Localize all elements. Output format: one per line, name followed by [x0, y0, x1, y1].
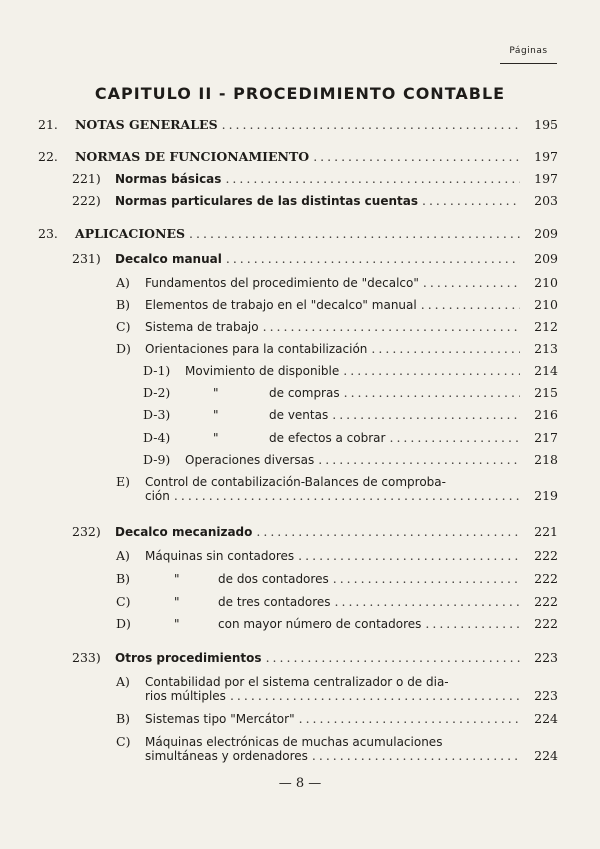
- ditto-mark: ": [213, 408, 219, 422]
- toc-title: de efectos a cobrar: [269, 431, 386, 445]
- page-number: — 8 —: [278, 776, 322, 791]
- toc-page: 218: [534, 452, 558, 467]
- toc-title: de dos contadores: [218, 572, 329, 586]
- dot-leader: [226, 251, 520, 266]
- toc-title: Decalco manual: [115, 252, 222, 266]
- toc-title: Elementos de trabajo en el "decalco" manual: [145, 298, 417, 312]
- toc-number: D-2): [143, 385, 171, 400]
- toc-title-continued: ción: [145, 489, 170, 503]
- dot-leader: [230, 688, 520, 703]
- toc-entry-21: [38, 117, 558, 132]
- toc-number: B): [116, 571, 131, 586]
- toc-entry-d3: [143, 407, 558, 422]
- toc-entry-d2: [143, 385, 558, 400]
- toc-title: Operaciones diversas: [185, 453, 315, 467]
- toc-number: A): [116, 674, 130, 689]
- toc-number: D-9): [143, 452, 171, 467]
- toc-entry-231-c: [116, 319, 558, 334]
- dot-leader: [256, 524, 520, 539]
- toc-number: 222): [72, 193, 101, 208]
- toc-title: Decalco mecanizado: [115, 525, 253, 539]
- dot-leader: [335, 594, 520, 609]
- toc-number: D): [116, 616, 131, 631]
- toc-entry-222: [72, 193, 558, 208]
- toc-page: 224: [534, 711, 558, 726]
- toc-entry-232-b: [116, 571, 558, 586]
- toc-entry-232-c: [116, 594, 558, 609]
- toc-entry-232-d: [116, 616, 558, 631]
- dot-leader: [298, 548, 520, 563]
- toc-entry-d1: [143, 363, 558, 378]
- toc-title: de tres contadores: [218, 595, 331, 609]
- toc-title: Normas particulares de las distintas cuentas: [115, 194, 418, 208]
- toc-number: 22.: [38, 149, 58, 164]
- chapter-title: CAPITULO II - PROCEDIMIENTO CONTABLE: [94, 84, 506, 103]
- toc-number: D-3): [143, 407, 171, 422]
- toc-title: Normas básicas: [115, 172, 222, 186]
- toc-entry-221: [72, 171, 558, 186]
- ditto-mark: ": [213, 431, 219, 445]
- toc-title: Sistemas tipo "Mercátor": [145, 712, 295, 726]
- dot-leader: [174, 488, 520, 503]
- toc-entry-22: [38, 149, 558, 164]
- toc-entry-233-b: [116, 711, 558, 726]
- toc-entry-231-e-cont: [145, 488, 558, 503]
- toc-page: 219: [534, 488, 558, 503]
- dot-leader: [189, 226, 520, 241]
- toc-number: 233): [72, 650, 101, 665]
- toc-number: 232): [72, 524, 101, 539]
- toc-page: 210: [534, 275, 558, 290]
- toc-page: 222: [534, 571, 558, 586]
- toc-title: NORMAS DE FUNCIONAMIENTO: [75, 149, 310, 164]
- toc-page: 222: [534, 616, 558, 631]
- toc-entry-231: [72, 251, 558, 266]
- toc-entry-232: [72, 524, 558, 539]
- toc-title: de ventas: [269, 408, 329, 422]
- toc-number: 23.: [38, 226, 58, 241]
- toc-page: 197: [534, 171, 558, 186]
- toc-entry-233-a: [116, 674, 506, 689]
- toc-number: C): [116, 734, 131, 749]
- toc-entry-231-e: [116, 474, 506, 489]
- dot-leader: [422, 193, 520, 208]
- toc-title: de compras: [269, 386, 340, 400]
- header-rule: [500, 63, 557, 64]
- toc-number: E): [116, 474, 131, 489]
- toc-page: 215: [534, 385, 558, 400]
- toc-page: 217: [534, 430, 558, 445]
- ditto-mark: ": [213, 386, 219, 400]
- toc-number: B): [116, 711, 131, 726]
- toc-page: 223: [534, 688, 558, 703]
- dot-leader: [421, 297, 520, 312]
- toc-number: D): [116, 341, 131, 356]
- toc-title: Control de contabilización-Balances de comproba-: [145, 475, 446, 489]
- toc-number: C): [116, 594, 131, 609]
- dot-leader: [343, 363, 520, 378]
- dot-leader: [344, 385, 520, 400]
- toc-page: 213: [534, 341, 558, 356]
- toc-page: 222: [534, 594, 558, 609]
- dot-leader: [425, 616, 520, 631]
- toc-number: D-1): [143, 363, 171, 378]
- header-paginas: Páginas: [509, 46, 548, 56]
- dot-leader: [318, 452, 520, 467]
- toc-entry-d4: [143, 430, 558, 445]
- toc-number: 21.: [38, 117, 58, 132]
- dot-leader: [371, 341, 520, 356]
- dot-leader: [313, 149, 520, 164]
- dot-leader: [312, 748, 520, 763]
- dot-leader: [332, 407, 520, 422]
- toc-title: Máquinas electrónicas de muchas acumulaciones: [145, 735, 443, 749]
- toc-title-continued: rios múltiples: [145, 689, 226, 703]
- toc-entry-233-c-cont: [145, 748, 558, 763]
- dot-leader: [222, 117, 520, 132]
- toc-title: Otros procedimientos: [115, 651, 262, 665]
- toc-number: C): [116, 319, 131, 334]
- toc-page: 212: [534, 319, 558, 334]
- toc-entry-233: [72, 650, 558, 665]
- ditto-mark: ": [174, 617, 180, 631]
- toc-entry-233-c: [116, 734, 506, 749]
- dot-leader: [423, 275, 520, 290]
- toc-entry-231-a: [116, 275, 558, 290]
- toc-entry-231-b: [116, 297, 558, 312]
- toc-page: 203: [534, 193, 558, 208]
- toc-page: 216: [534, 407, 558, 422]
- toc-page: 222: [534, 548, 558, 563]
- ditto-mark: ": [174, 595, 180, 609]
- toc-number: 221): [72, 171, 101, 186]
- toc-number: B): [116, 297, 131, 312]
- toc-title: con mayor número de contadores: [218, 617, 422, 631]
- toc-page: 195: [534, 117, 558, 132]
- dot-leader: [263, 319, 520, 334]
- toc-title: Orientaciones para la contabilización: [145, 342, 368, 356]
- toc-title: Contabilidad por el sistema centralizador o de dia-: [145, 675, 449, 689]
- toc-page: 223: [534, 650, 558, 665]
- toc-number: 231): [72, 251, 101, 266]
- toc-title: Máquinas sin contadores: [145, 549, 295, 563]
- dot-leader: [333, 571, 520, 586]
- toc-page: 224: [534, 748, 558, 763]
- toc-entry-233-a-cont: [145, 688, 558, 703]
- toc-page: 214: [534, 363, 558, 378]
- toc-number: D-4): [143, 430, 171, 445]
- dot-leader: [266, 650, 520, 665]
- toc-page: 221: [534, 524, 558, 539]
- toc-number: A): [116, 548, 130, 563]
- toc-title: APLICACIONES: [75, 226, 186, 241]
- dot-leader: [225, 171, 520, 186]
- toc-page: 209: [534, 251, 558, 266]
- dot-leader: [299, 711, 520, 726]
- dot-leader: [389, 430, 520, 445]
- toc-entry-23: [38, 226, 558, 241]
- toc-title-continued: simultáneas y ordenadores: [145, 749, 308, 763]
- toc-entry-232-a: [116, 548, 558, 563]
- toc-page: 197: [534, 149, 558, 164]
- toc-title: Fundamentos del procedimiento de "decalco": [145, 276, 419, 290]
- ditto-mark: ": [174, 572, 180, 586]
- toc-entry-d9: [143, 452, 558, 467]
- toc-entry-231-d: [116, 341, 558, 356]
- toc-title: NOTAS GENERALES: [75, 117, 218, 132]
- toc-page: 209: [534, 226, 558, 241]
- toc-number: A): [116, 275, 130, 290]
- toc-title: Sistema de trabajo: [145, 320, 259, 334]
- toc-title: Movimiento de disponible: [185, 364, 340, 378]
- toc-page: 210: [534, 297, 558, 312]
